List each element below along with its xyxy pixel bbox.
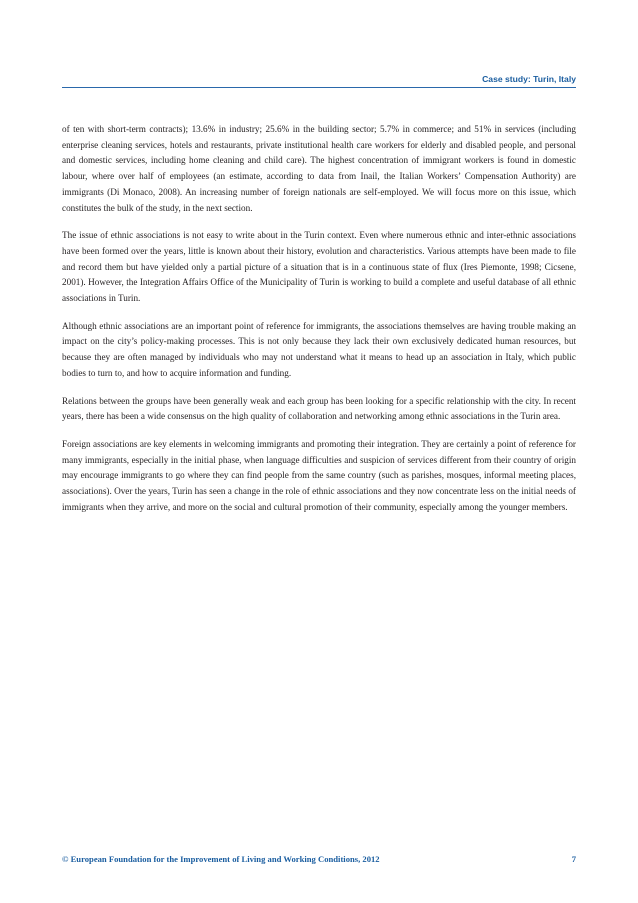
- header-divider: [62, 87, 576, 88]
- paragraph-2: The issue of ethnic associations is not easy to write about in the Turin context. Even where numerous ethnic and inter-ethnic associations have been formed over the years, little is known about their history, evolution and characteristics. Various attempts have been made to file and record them but have yielded only a partial picture of a situation that is in a continuous state of flux (Ires Piemonte, 1998; Cicsene, 2001). However, the Integration Affairs Office of the Municipality of Turin is working to build a complete and useful database of all ethnic associations in Turin.: [62, 230, 576, 304]
- paragraph-1: of ten with short-term contracts); 13.6% in industry; 25.6% in the building sector; 5.7% in commerce; and 51% in services (including enterprise cleaning services, hotels and restaurants, private institutional health care workers for elderly and disabled people, and personal and domestic services, including home cleaning and child care). The highest concentration of immigrant workers is found in domestic labour, where over half of employees (an estimate, according to data from Inail, the Italian Workers’ Compensation Authority) are immigrants (Di Monaco, 2008). An increasing number of foreign nationals are self-employed. We will focus more on this issue, which constitutes the bulk of the study, in the next section.: [62, 124, 576, 213]
- paragraph-3: Although ethnic associations are an important point of reference for immigrants, the associations themselves are having trouble making an impact on the city’s policy-making processes. This is not only because they lack their own exclusively dedicated human resources, but because they are often managed by individuals who may not understand what it means to head up an association in Italy, which public bodies to turn to, and how to acquire information and funding.: [62, 320, 576, 378]
- paragraph-5: Foreign associations are key elements in welcoming immigrants and promoting their integration. They are certainly a point of reference for many immigrants, especially in the initial phase, when language difficulties and suspicion of services different from their country of origin may encourage immigrants to go where they can find people from the same country (such as parishes, mosques, informal meeting places, associations). Over the years, Turin has seen a change in the role of ethnic associations and they now concentrate less on the initial needs of immigrants when they arrive, and more on the social and cultural promotion of their community, especially among the younger members.: [62, 438, 576, 512]
- paragraph-4: Relations between the groups have been generally weak and each group has been looking for a specific relationship with the city. In recent years, there has been a wide consensus on the high quality of collaboration and networking among ethnic associations in the Turin area.: [62, 395, 576, 422]
- page-number: 7: [571, 854, 576, 864]
- running-header: Case study: Turin, Italy: [482, 74, 576, 84]
- main-text: [62, 122, 576, 527]
- copyright-notice: © European Foundation for the Improvement of Living and Working Conditions, 2012: [62, 854, 380, 864]
